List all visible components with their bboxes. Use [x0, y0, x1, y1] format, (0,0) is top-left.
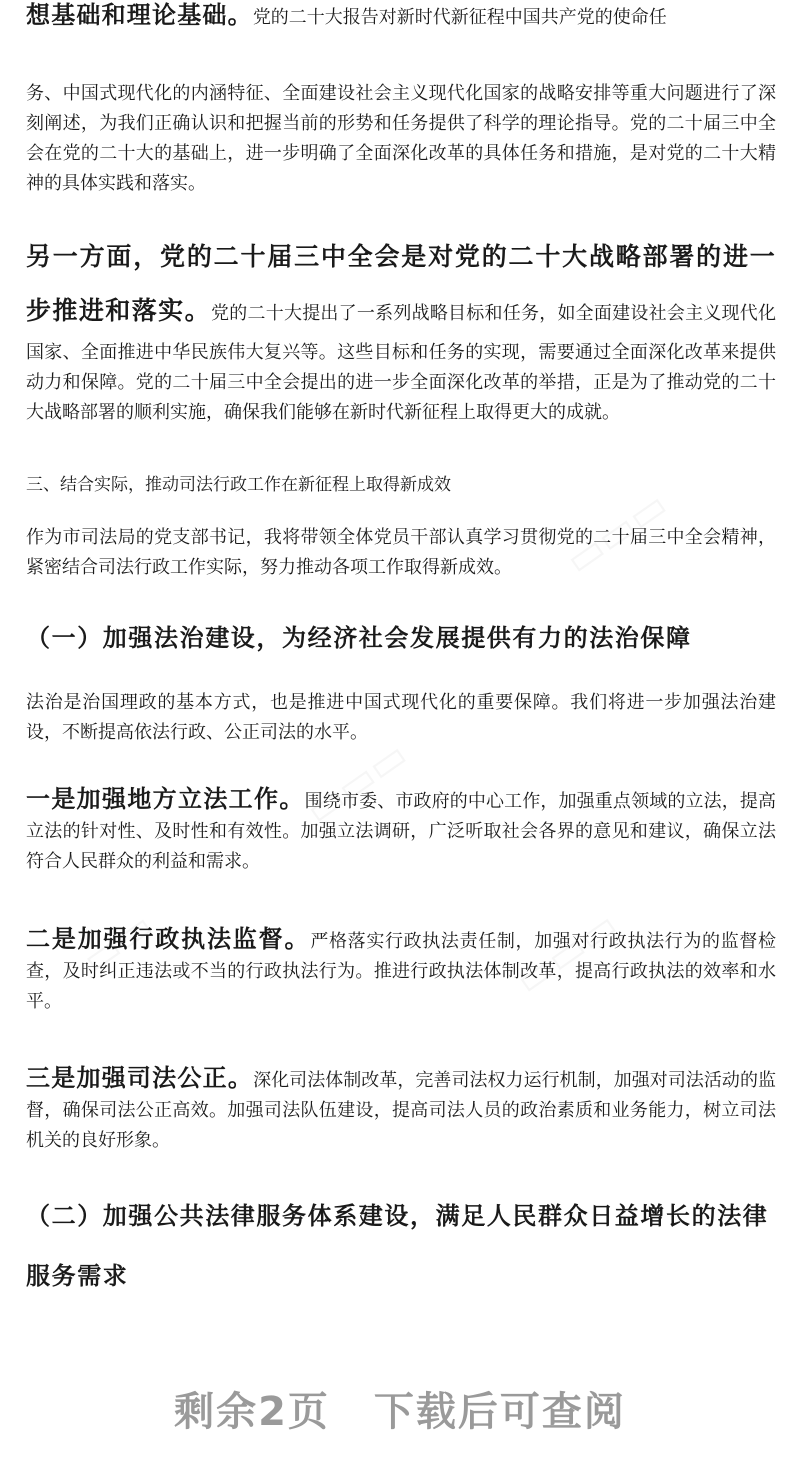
item-1: [26, 784, 776, 877]
item-3: [26, 1063, 776, 1156]
heading-1: （一）加强法治建设，为经济社会发展提供有力的法治保障: [26, 623, 692, 652]
item-3-text: 深化司法体制改革，完善司法权力运行机制，加强对司法活动的监督，确保司法公正高效。加强司法队伍建设，提高司法人员的政治素质和业务能力，树立司法机关的良好形象。: [26, 1070, 776, 1151]
paragraph-3-text: 党的二十大提出了一系列战略目标和任务，如全面建设社会主义现代化国家、全面推进中华民族伟大复兴等。这些目标和任务的实现，需要通过全面深化改革来提供动力和保障。党的二十届三中全会提出的进一步全面深化改革的举措，正是为了推动党的二十大战略部署的顺利实施，确保我们能够在新时代新征程上取得更大的成就。: [26, 303, 776, 423]
paragraph-2: 务、中国式现代化的内涵特征、全面建设社会主义现代化国家的战略安排等重大问题进行了深刻阐述，为我们正确认识和把握当前的形势和任务提供了科学的理论指导。党的二十届三中全会在党的二十大的基础上，进一步明确了全面深化改革的具体任务和措施，是对党的二十大精神的具体实践和落实。: [26, 83, 776, 194]
item-3-lead: 三是加强司法公正。: [26, 1063, 254, 1092]
paragraph-1-lead: 想基础和理论基础。: [26, 0, 253, 29]
paragraph-5: 法治是治国理政的基本方式，也是推进中国式现代化的重要保障。我们将进一步加强法治建设，不断提高依法行政、公正司法的水平。: [26, 692, 776, 743]
remaining-pages-text: 剩余2页: [174, 1389, 330, 1435]
item-1-text: 围绕市委、市政府的中心工作，加强重点领域的立法，提高立法的针对性、及时性和有效性。加强立法调研，广泛听取社会各界的意见和建议，确保立法符合人民群众的利益和需求。: [26, 791, 777, 872]
paragraph-1-text: 党的二十大报告对新时代新征程中国共产党的使命任: [252, 7, 667, 28]
paragraph-3-lead: 另一方面，党的二十届三中全会是对党的二十大战略部署的进一步推进和落实。: [26, 242, 776, 325]
paragraph-3: [26, 230, 776, 428]
heading-2: （二）加强公共法律服务体系建设，满足人民群众日益增长的法律服务需求: [26, 1201, 769, 1290]
download-prompt[interactable]: [0, 1380, 800, 1437]
item-1-lead: 一是加强地方立法工作。: [26, 784, 305, 813]
download-to-view-text: 下载后可查阅: [373, 1389, 626, 1435]
item-2-text: 严格落实行政执法责任制，加强对行政执法行为的监督检查，及时纠正违法或不当的行政执法行为。推进行政执法体制改革，提高行政执法的效率和水平。: [26, 931, 777, 1012]
item-2-lead: 二是加强行政执法监督。: [26, 924, 311, 953]
item-2: [26, 924, 776, 1017]
section-3-title: 三、结合实际，推动司法行政工作在新征程上取得新成效: [26, 475, 451, 495]
paragraph-1: [26, 0, 776, 33]
paragraph-4: 作为市司法局的党支部书记，我将带领全体党员干部认真学习贯彻党的二十届三中全会精神，紧密结合司法行政工作实际，努力推动各项工作取得新成效。: [26, 527, 776, 578]
